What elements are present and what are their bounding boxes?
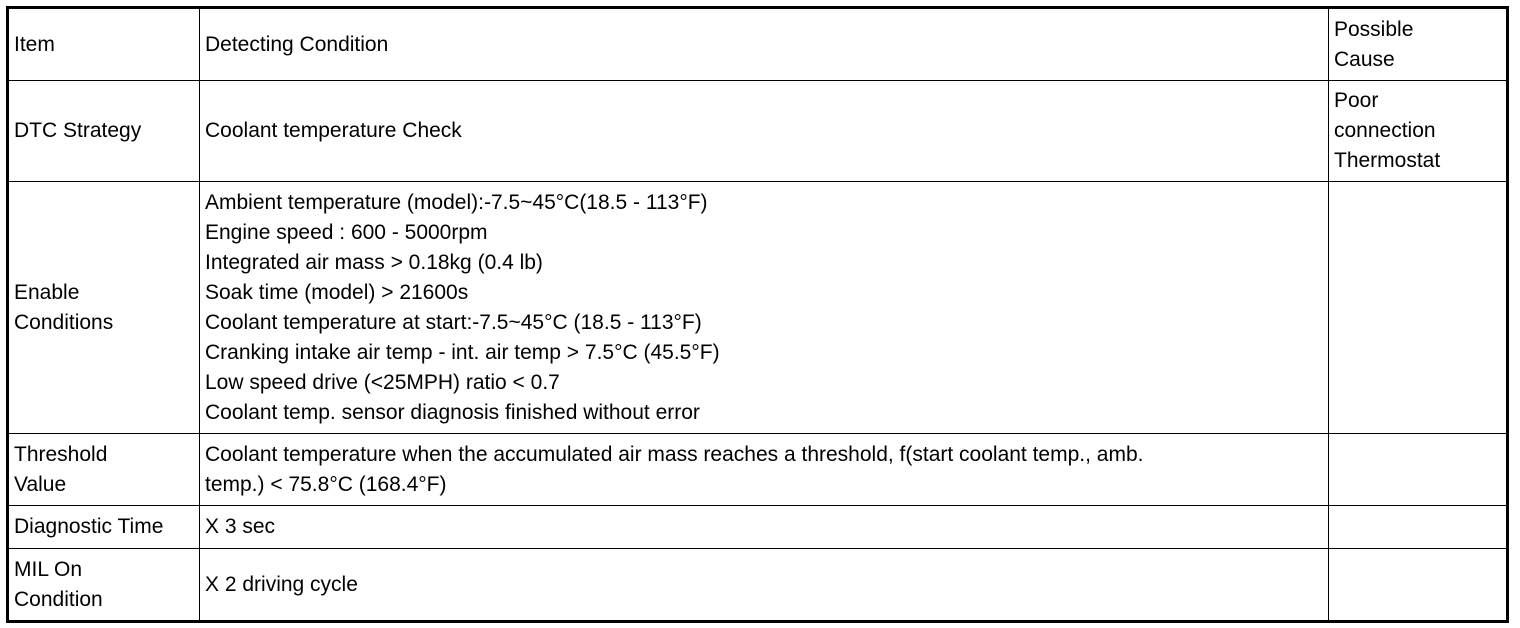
- condition-cell: [200, 434, 1329, 506]
- header-cause-cell: [1329, 8, 1508, 81]
- condition-line: Integrated air mass > 0.18kg (0.4 lb): [205, 250, 543, 274]
- header-cause-label-line-1: Possible: [1334, 17, 1414, 41]
- condition-line: Cranking intake air temp - int. air temp > 7.5°C (45.5°F): [205, 340, 720, 364]
- table-row-enable-conditions: [8, 182, 1508, 434]
- item-cell: [8, 549, 200, 622]
- item-label-line-1: Threshold: [14, 442, 108, 466]
- item-label: Diagnostic Time: [14, 515, 164, 538]
- item-cell: [8, 434, 200, 506]
- condition-line: Soak time (model) > 21600s: [205, 280, 469, 304]
- table-row-threshold-value: [8, 434, 1508, 506]
- item-label: DTC Strategy: [14, 119, 142, 142]
- condition-text: Coolant temperature Check: [205, 119, 462, 142]
- header-cause-label-line-2: Cause: [1334, 47, 1395, 71]
- cause-cell: [1329, 81, 1508, 182]
- condition-cell: [200, 182, 1329, 434]
- table-row-diagnostic-time: [8, 506, 1508, 549]
- item-label-line-1: Enable: [14, 280, 80, 304]
- condition-line: Coolant temperature when the accumulated air mass reaches a threshold, f(start coolant temp., amb.: [205, 442, 1144, 466]
- condition-line: temp.) < 75.8°C (168.4°F): [205, 472, 447, 496]
- header-condition-cell: [200, 8, 1329, 81]
- condition-line: Low speed drive (<25MPH) ratio < 0.7: [205, 370, 560, 394]
- item-cell: [8, 81, 200, 182]
- condition-line: Coolant temperature at start:-7.5~45°C (18.5 - 113°F): [205, 310, 702, 334]
- condition-line: Engine speed : 600 - 5000rpm: [205, 220, 488, 244]
- condition-line: Coolant temp. sensor diagnosis finished without error: [205, 400, 700, 424]
- condition-text: X 3 sec: [205, 515, 276, 538]
- header-item-cell: [8, 8, 200, 81]
- cause-line-1: Poor: [1334, 89, 1379, 112]
- cause-line-3: Thermostat: [1334, 149, 1441, 172]
- item-cell: [8, 182, 200, 434]
- header-condition-label: Detecting Condition: [205, 32, 389, 56]
- cause-line-2: connection: [1334, 119, 1436, 142]
- table-row-dtc-strategy: [8, 81, 1508, 182]
- item-label-line-2: Conditions: [14, 310, 114, 334]
- header-row: [8, 8, 1508, 81]
- item-label-line-2: Condition: [14, 587, 103, 611]
- condition-cell: [200, 81, 1329, 182]
- condition-text: X 2 driving cycle: [205, 572, 358, 596]
- item-cell: [8, 506, 200, 549]
- cause-cell: [1329, 434, 1508, 506]
- cause-cell: [1329, 506, 1508, 549]
- table-row-mil-on-condition: [8, 549, 1508, 622]
- item-label-line-1: MIL On: [14, 557, 83, 581]
- condition-cell: [200, 506, 1329, 549]
- item-label-line-2: Value: [14, 472, 67, 496]
- condition-line: Ambient temperature (model):-7.5~45°C(18.5 - 113°F): [205, 190, 708, 214]
- dtc-table: [6, 6, 1509, 623]
- header-item-label: Item: [14, 32, 55, 56]
- condition-cell: [200, 549, 1329, 622]
- cause-cell: [1329, 549, 1508, 622]
- cause-cell: [1329, 182, 1508, 434]
